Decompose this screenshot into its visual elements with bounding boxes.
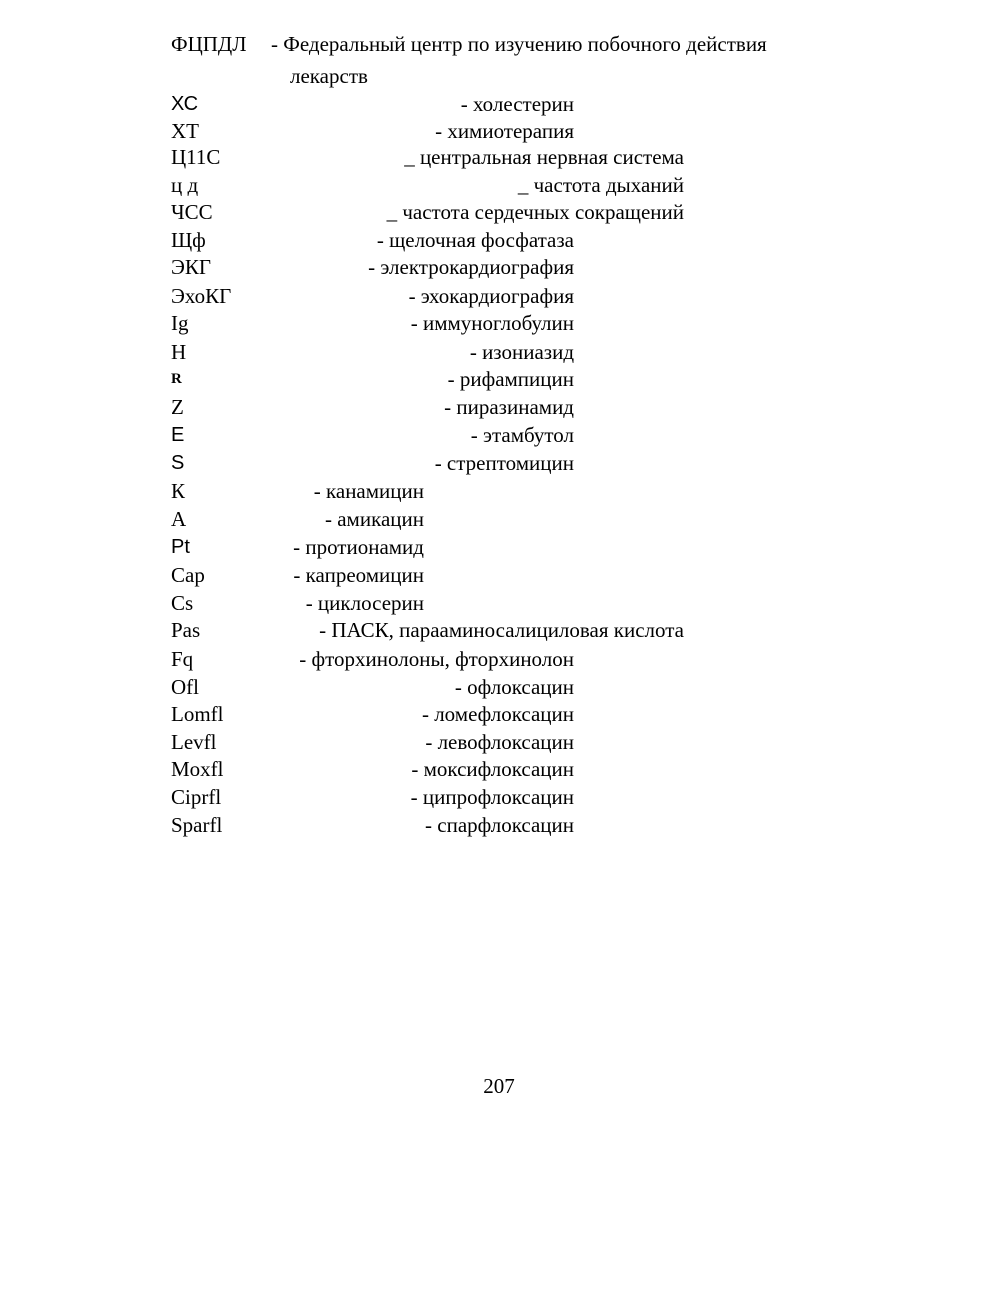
abbreviation: S xyxy=(171,452,185,474)
abbreviation: Sparfl xyxy=(171,813,223,837)
abbreviation-row xyxy=(0,783,988,811)
abbreviation: E xyxy=(171,424,185,446)
abbreviation-row xyxy=(0,755,988,783)
abbreviation-row xyxy=(0,253,988,281)
abbreviation-row xyxy=(0,226,988,254)
abbreviation: Moxfl xyxy=(171,757,224,781)
abbreviation: Ofl xyxy=(171,675,199,699)
abbreviation-row xyxy=(0,90,988,118)
definition: - ломефлоксацин xyxy=(421,702,574,726)
abbreviation-row xyxy=(0,477,988,505)
definition: - капреомицин xyxy=(293,563,424,587)
abbreviation-row xyxy=(0,143,988,171)
abbreviation-row xyxy=(0,673,988,701)
abbreviation: К xyxy=(171,479,186,503)
abbreviation-row xyxy=(0,365,988,393)
abbreviation: Pt xyxy=(171,536,190,558)
abbreviation: H xyxy=(171,340,187,364)
definition: - химиотерапия xyxy=(435,119,574,143)
definition: _ частота дыханий xyxy=(517,173,684,197)
abbreviation-row xyxy=(0,198,988,226)
definition: _ частота сердечных сокращений xyxy=(386,200,684,224)
abbreviation: Fq xyxy=(171,647,194,671)
abbreviation-row xyxy=(0,616,988,644)
abbreviation: Z xyxy=(171,395,184,419)
definition: - пиразинамид xyxy=(444,395,574,419)
abbreviation-row xyxy=(0,645,988,673)
definition: - спарфлоксацин xyxy=(425,813,574,837)
definition: - офлоксацин xyxy=(454,675,574,699)
definition: - электрокардиография xyxy=(368,255,574,279)
definition: - изониазид xyxy=(469,340,574,364)
abbreviation-row xyxy=(0,421,988,449)
page-number: 207 xyxy=(483,1074,515,1098)
abbreviation-row xyxy=(0,449,988,477)
definition: - эхокардиография xyxy=(408,284,574,308)
abbreviation-row xyxy=(0,533,988,561)
definition: _ центральная нервная система xyxy=(404,145,684,169)
abbreviation: Щф xyxy=(171,228,206,252)
abbreviation: R xyxy=(171,371,182,387)
abbreviation: ц д xyxy=(171,173,199,197)
abbreviation-row xyxy=(0,393,988,421)
abbreviation: Ciprfl xyxy=(171,785,222,809)
abbreviation-row xyxy=(0,309,988,337)
definition: - рифампицин xyxy=(447,367,574,391)
abbreviation: Cs xyxy=(171,591,194,615)
abbreviation: ЭхоКГ xyxy=(171,284,232,308)
abbreviation: ФЦПДЛ xyxy=(171,32,247,56)
definition: - Федеральный центр по изучению побочного действия xyxy=(271,32,767,56)
abbreviation: Ц11С xyxy=(171,145,221,169)
definition: - протионамид xyxy=(293,535,424,559)
definition: - этамбутол xyxy=(470,423,574,447)
abbreviation-row xyxy=(0,338,988,366)
definition: - ципрофлоксацин xyxy=(410,785,574,809)
abbreviation: ЭКГ xyxy=(171,255,212,279)
definition: - левофлоксацин xyxy=(425,730,574,754)
definition: - циклосерин xyxy=(305,591,424,615)
abbreviation-row xyxy=(0,589,988,617)
definition: - канамицин xyxy=(313,479,424,503)
abbreviation: Pas xyxy=(171,618,201,642)
abbreviation: Ig xyxy=(171,311,189,335)
definition-continuation-row xyxy=(0,62,988,90)
abbreviation: Cap xyxy=(171,563,205,587)
abbreviation: А xyxy=(171,507,187,531)
definition: - амикацин xyxy=(324,507,424,531)
abbreviation-row xyxy=(0,700,988,728)
definition: - иммуноглобулин xyxy=(410,311,574,335)
abbreviation-row xyxy=(0,728,988,756)
abbreviation: Levfl xyxy=(171,730,217,754)
definition: - ПАСК, парааминосалициловая кислота xyxy=(319,618,684,642)
abbreviation: ХТ xyxy=(171,119,199,143)
definition: - холестерин xyxy=(460,92,574,116)
definition: - стрептомицин xyxy=(434,451,574,475)
abbreviation-row xyxy=(0,561,988,589)
abbreviation-row xyxy=(0,171,988,199)
abbreviation: ЧСС xyxy=(171,200,213,224)
definition-continuation: лекарств xyxy=(290,64,368,88)
abbreviation-row xyxy=(0,811,988,839)
abbreviation-row xyxy=(0,282,988,310)
abbreviation: ХС xyxy=(171,93,199,115)
abbreviation-row xyxy=(0,30,988,58)
definition: - фторхинолоны, фторхинолон xyxy=(299,647,574,671)
abbreviation: Lomfl xyxy=(171,702,224,726)
definition: - моксифлоксацин xyxy=(411,757,574,781)
definition: - щелочная фосфатаза xyxy=(376,228,574,252)
abbreviation-row xyxy=(0,117,988,145)
abbreviation-row xyxy=(0,505,988,533)
